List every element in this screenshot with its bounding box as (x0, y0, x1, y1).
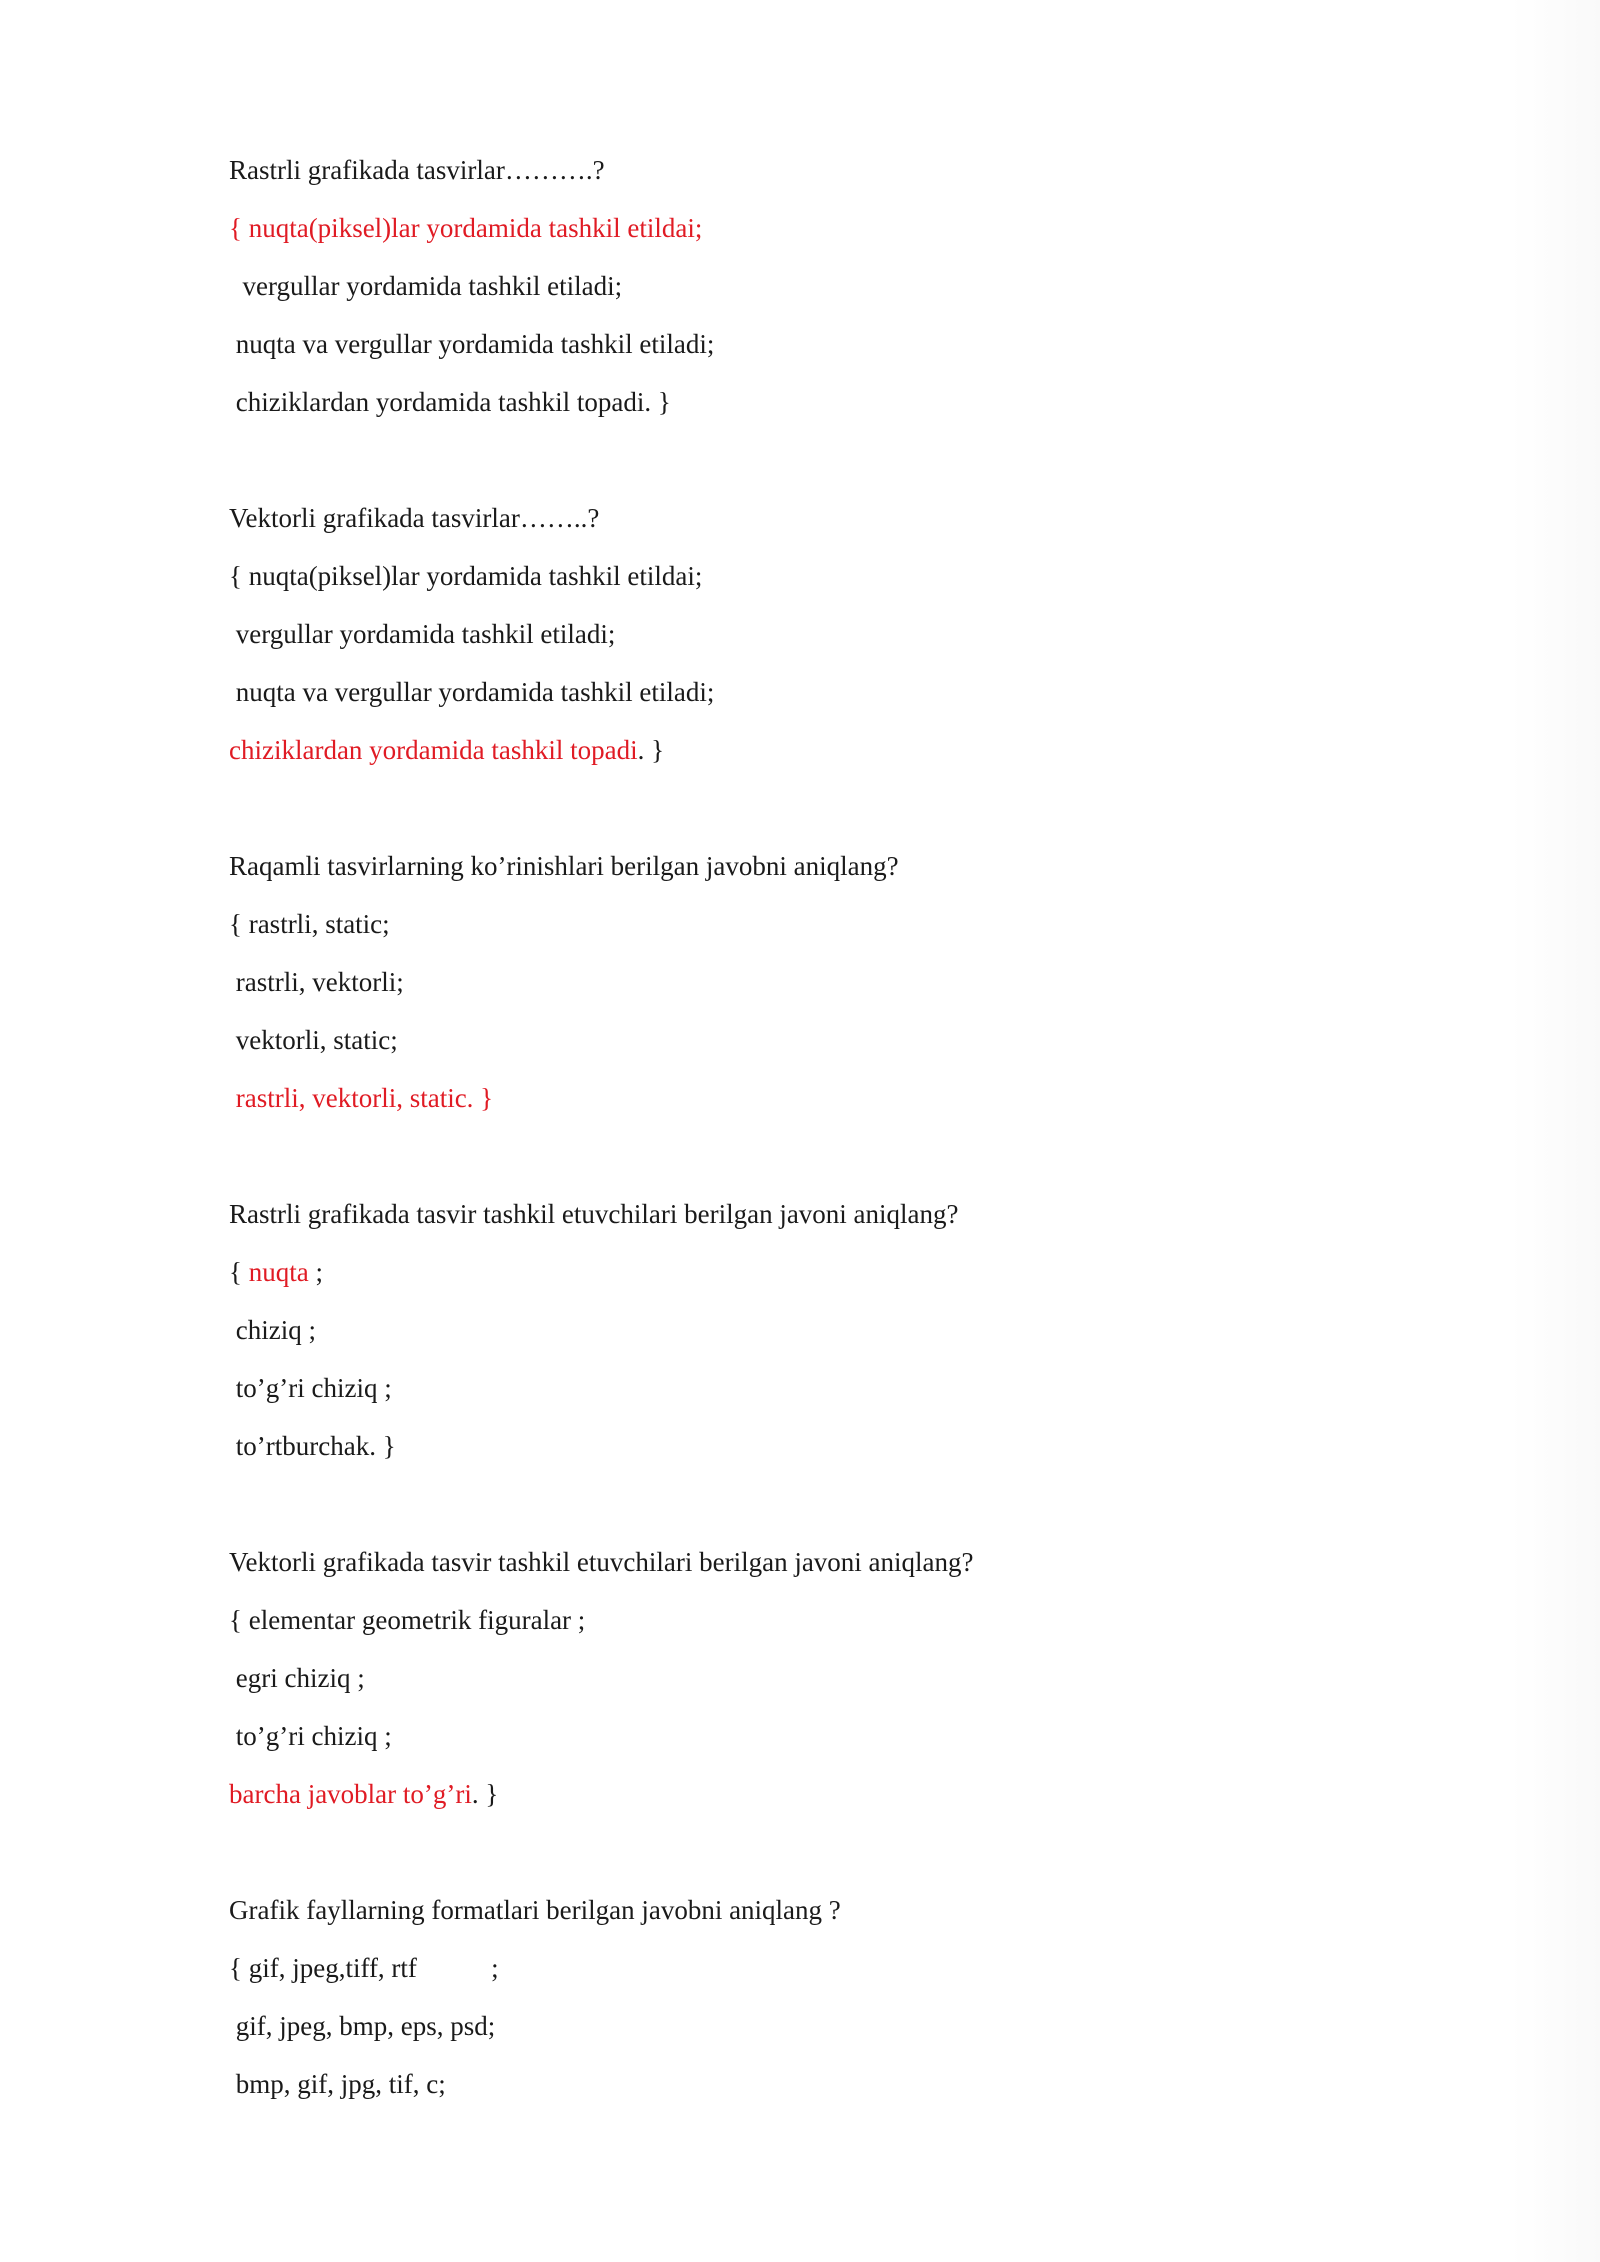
option-text: bmp, gif, jpg, tif, c; (229, 2069, 446, 2099)
option-text: rastrli, vektorli; (229, 967, 404, 997)
option-text: { elementar geometrik figuralar ; (229, 1605, 586, 1635)
option-text: { (229, 1257, 249, 1287)
option-text: to’g’ri chiziq ; (229, 1373, 392, 1403)
question-text: Rastrli grafikada tasvir tashkil etuvchilari berilgan javoni aniqlang? (229, 1199, 959, 1229)
answer-option (229, 672, 1429, 730)
option-text: { rastrli, static; (229, 909, 390, 939)
answer-option (229, 962, 1429, 1020)
answer-option (229, 556, 1429, 614)
answer-option (229, 208, 1429, 266)
option-text: egri chiziq ; (229, 1663, 365, 1693)
answer-option (229, 2064, 1429, 2122)
answer-option (229, 1948, 1429, 2006)
answer-option (229, 1020, 1429, 1078)
option-text: to’rtburchak. } (229, 1431, 396, 1461)
option-text: { nuqta(piksel)lar yordamida tashkil etildai; (229, 561, 703, 591)
answer-option (229, 1310, 1429, 1368)
correct-answer-text: nuqta (248, 1257, 309, 1287)
answer-option (229, 324, 1429, 382)
correct-answer-text: { nuqta(piksel)lar yordamida tashkil etildai; (229, 213, 703, 243)
question-spacer (229, 1832, 1429, 1890)
option-text: nuqta va vergullar yordamida tashkil etiladi; (229, 677, 715, 707)
option-text: gif, jpeg, bmp, eps, psd; (229, 2011, 496, 2041)
correct-answer-text: chiziklardan yordamida tashkil topadi (229, 735, 638, 765)
question-text: Rastrli grafikada tasvirlar……….? (229, 155, 605, 185)
answer-option (229, 1368, 1429, 1426)
option-text: chiziklardan yordamida tashkil topadi. } (229, 387, 671, 417)
question-block (229, 1542, 1429, 1832)
question-text: Vektorli grafikada tasvir tashkil etuvchilari berilgan javoni aniqlang? (229, 1547, 974, 1577)
option-text: ; (308, 1257, 323, 1287)
answer-option (229, 1716, 1429, 1774)
question-spacer (229, 788, 1429, 846)
answer-option (229, 1774, 1429, 1832)
question-block (229, 150, 1429, 440)
answer-option (229, 904, 1429, 962)
question-text: Vektorli grafikada tasvirlar……..? (229, 503, 600, 533)
option-text: vergullar yordamida tashkil etiladi; (229, 271, 623, 301)
option-text: nuqta va vergullar yordamida tashkil etiladi; (229, 329, 715, 359)
correct-answer-text: barcha javoblar to’g’ri (229, 1779, 472, 1809)
answer-option (229, 266, 1429, 324)
answer-option (229, 1252, 1429, 1310)
answer-option (229, 1426, 1429, 1484)
question-spacer (229, 1136, 1429, 1194)
question-block (229, 1194, 1429, 1484)
question-spacer (229, 440, 1429, 498)
quiz-content (229, 150, 1429, 2122)
option-text: to’g’ri chiziq ; (229, 1721, 392, 1751)
answer-option (229, 2006, 1429, 2064)
answer-option (229, 614, 1429, 672)
answer-option (229, 1658, 1429, 1716)
answer-option (229, 1600, 1429, 1658)
answer-option (229, 382, 1429, 440)
question-text: Raqamli tasvirlarning ko’rinishlari berilgan javobni aniqlang? (229, 851, 899, 881)
option-text: . } (471, 1779, 499, 1809)
question-text: Grafik fayllarning formatlari berilgan javobni aniqlang ? (229, 1895, 841, 1925)
option-text: chiziq ; (229, 1315, 316, 1345)
question-spacer (229, 1484, 1429, 1542)
option-text: . } (637, 735, 665, 765)
option-text: { gif, jpeg,tiff, rtf ; (229, 1953, 499, 1983)
answer-option (229, 1078, 1429, 1136)
question-block (229, 846, 1429, 1136)
question-block (229, 498, 1429, 788)
option-text: vektorli, static; (229, 1025, 398, 1055)
page-edge-shading (1510, 0, 1600, 2262)
correct-answer-text: rastrli, vektorli, static. } (229, 1083, 494, 1113)
option-text: vergullar yordamida tashkil etiladi; (229, 619, 616, 649)
question-block (229, 1890, 1429, 2122)
answer-option (229, 730, 1429, 788)
